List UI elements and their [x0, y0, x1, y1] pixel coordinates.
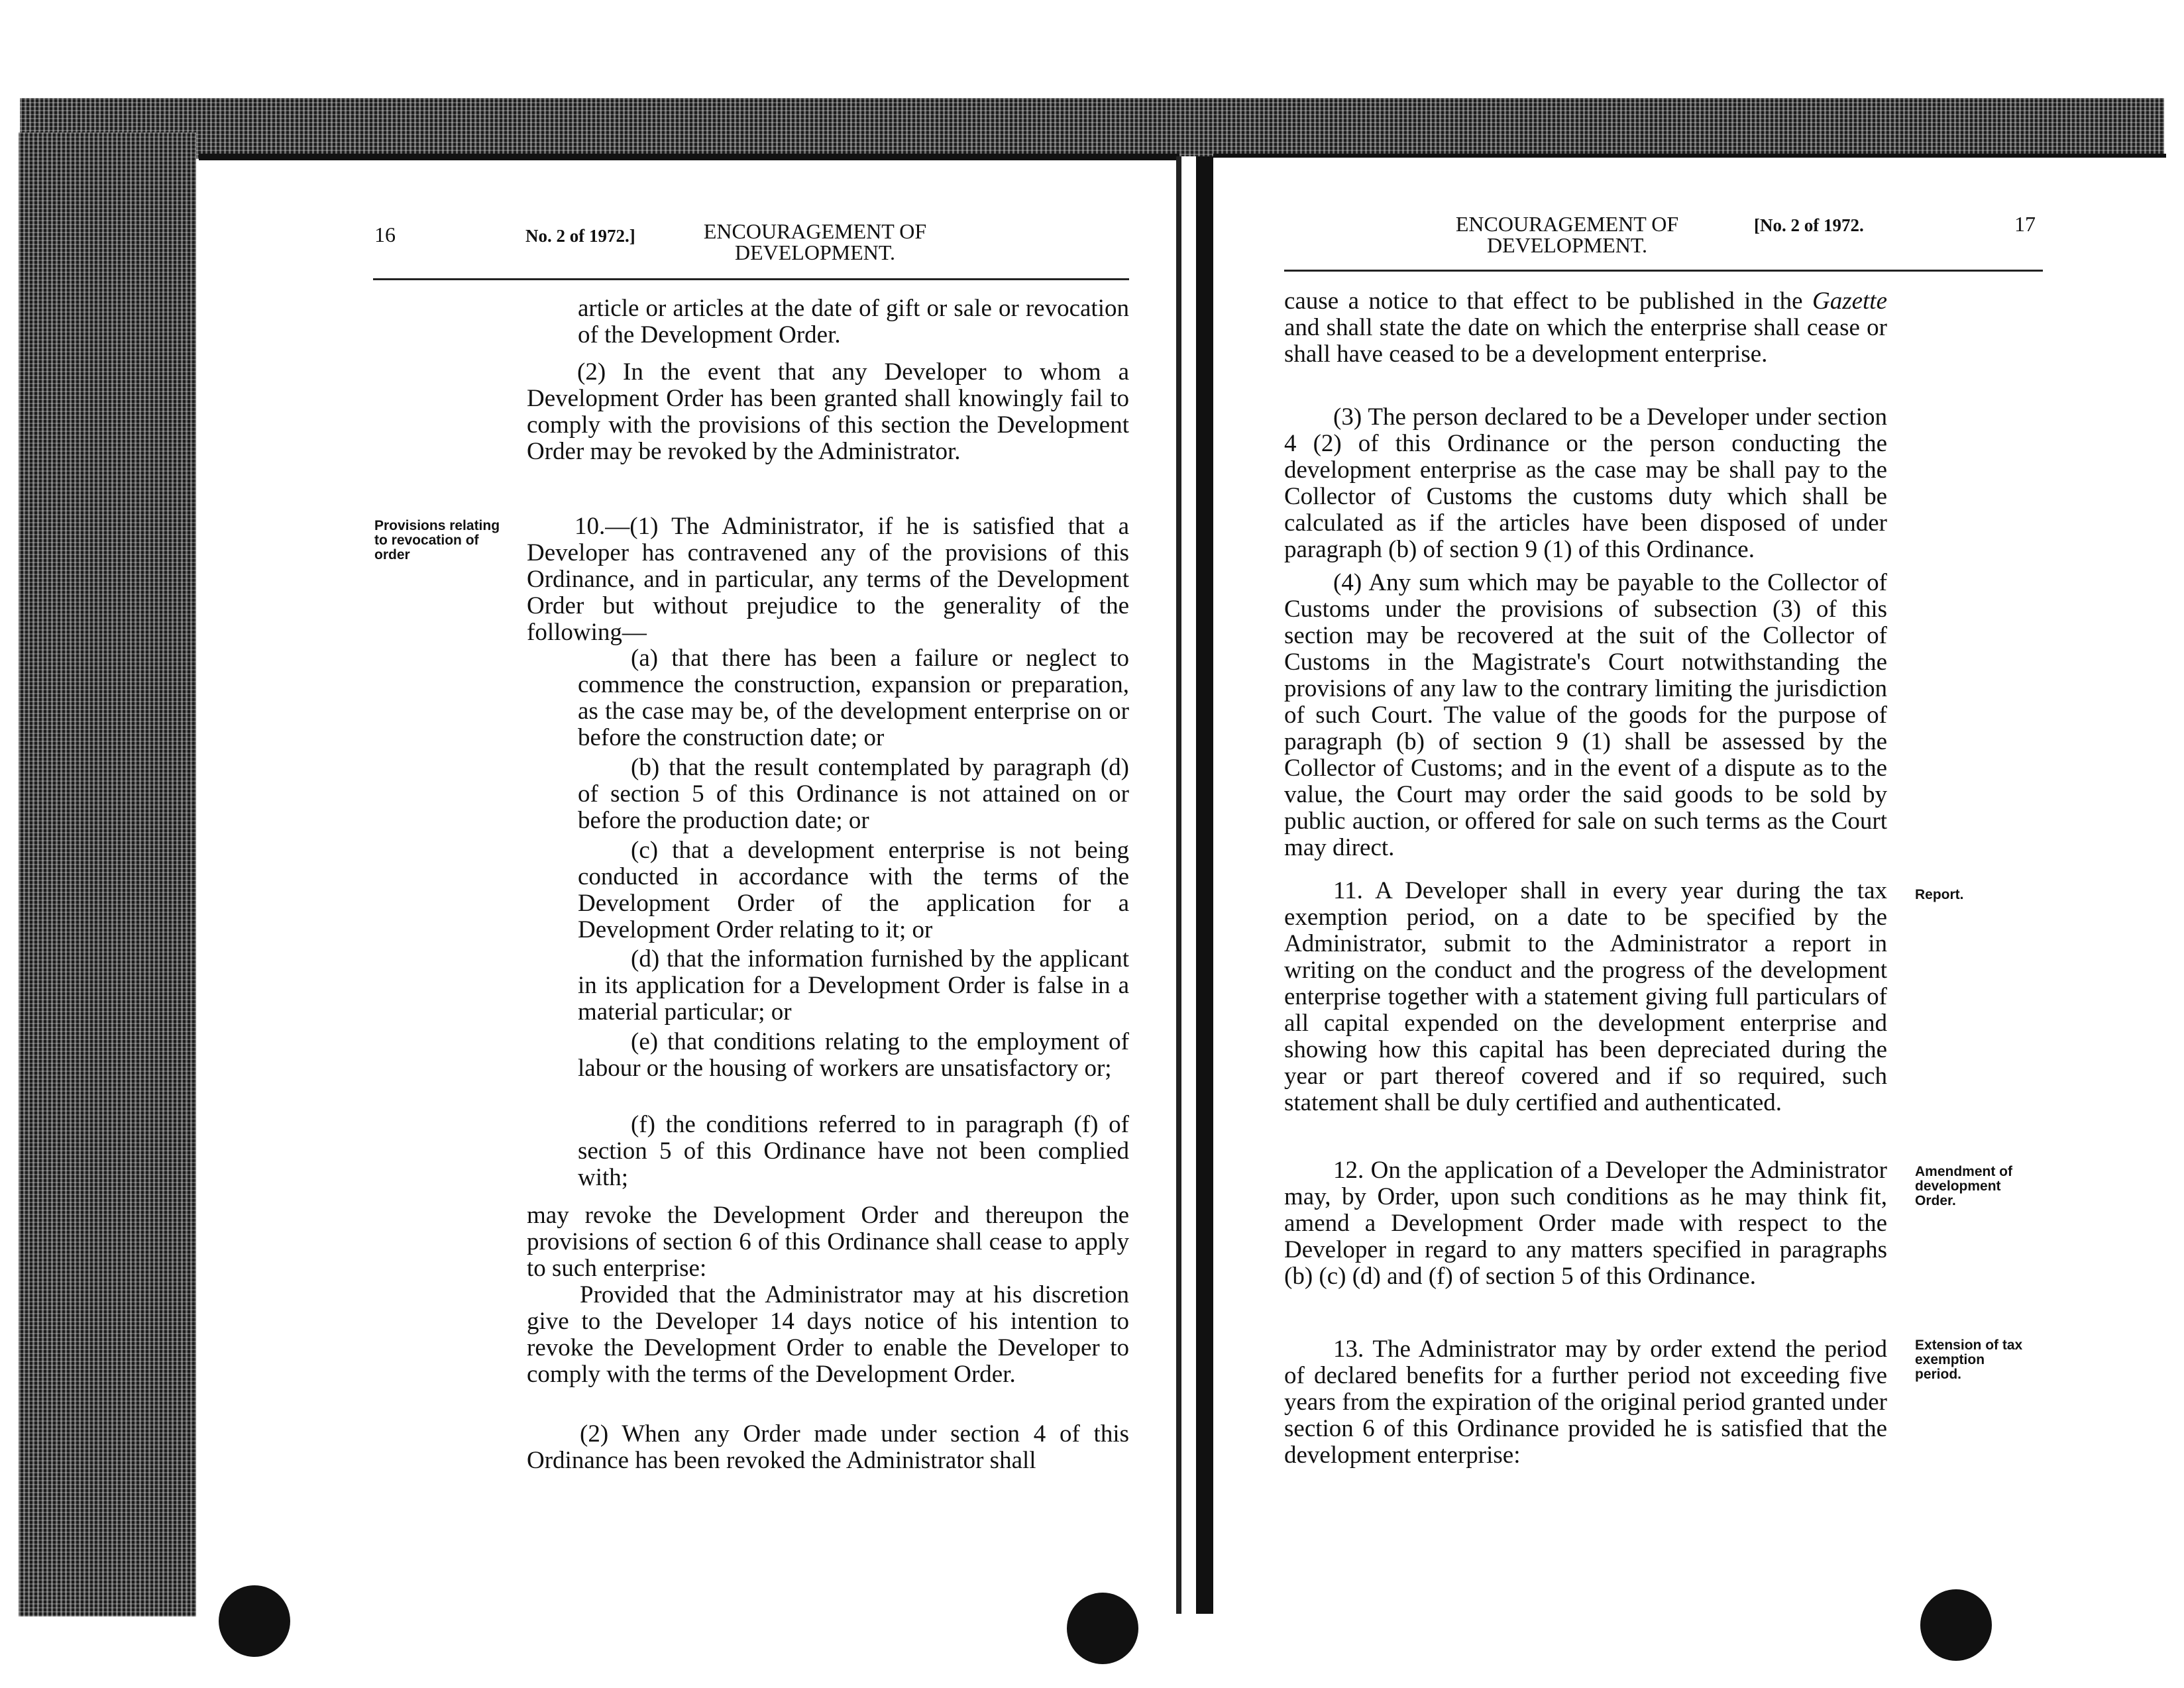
right-header-title-line2: DEVELOPMENT. [1486, 233, 1648, 257]
margin-note-revocation: Provisions relating to revocation of order [374, 518, 500, 562]
right-header-ref: [No. 2 of 1972. [1754, 215, 1864, 235]
scan-left-binding [19, 132, 196, 1616]
paragraph-item-d: (d) that the information furnished by the applicant in its application for a Development Order is false in a material particular; or [578, 945, 1129, 1026]
right-header-title [1441, 213, 1693, 256]
paragraph-section-11: 11. A Developer shall in every year during the tax exemption period, on a date to be specified by the Administrator, submit to the Administrator a report in writing on the conduct and the progress of the development enterprise together with a statement giving full particulars of all capital expended on the development enterprise and showing how this capital has been depreciated during the year or part thereof covered and if so required, such statement shall be duly certified and authenticated. [1284, 877, 1887, 1116]
gazette-italic: Gazette [1812, 288, 1887, 315]
left-header-title-line2: DEVELOPMENT. [734, 240, 896, 264]
paragraph-item-c: (c) that a development enterprise is not being conducted in accordance with the terms of the Development Order of the application for a Development Order relating to it; or [578, 837, 1129, 943]
left-header-ref: No. 2 of 1972.] [525, 226, 635, 246]
margin-note-report: Report. [1915, 887, 1964, 902]
paragraph: (2) In the event that any Developer to whom a Development Order has been granted shall knowingly fail to comply with the provisions of this section the Development Order may be revoked by the Administrator. [527, 358, 1129, 465]
margin-note-amendment: Amendment of development Order. [1915, 1164, 2012, 1208]
margin-note-extension: Extension of tax exemption period. [1915, 1338, 2023, 1382]
paragraph-gazette [1284, 288, 1887, 368]
paragraph-proviso: Provided that the Administrator may at his discretion give to the Developer 14 days notice of his intention to revoke the Development Order to enable the Developer to comply with the terms of the Development Order. [527, 1281, 1129, 1388]
punch-hole [219, 1585, 290, 1657]
punch-hole [1067, 1593, 1138, 1664]
paragraph-item-a: (a) that there has been a failure or neglect to commence the construction, expansion or preparation, as the case may be, of the development enterprise on or before the construction date; or [578, 645, 1129, 751]
scan-top-band [20, 98, 2164, 159]
paragraph-section-13: 13. The Administrator may by order extend the period of declared benefits for a further period not exceeding five years from the expiration of the original period granted under section 6 of this Ordinance provided he is satisfied that the development enterprise: [1284, 1336, 1887, 1469]
paragraph-subsection-4: (4) Any sum which may be payable to the Collector of Customs under the provisions of subsection (3) of this section may be recovered at the suit of the Collector of Customs in the Magistrate's Court notwithstanding the provisions of any law to the contrary limiting the jurisdiction of such Court. The value of the goods for the purpose of paragraph (b) of section 9 (1) shall be assessed by the Collector of Customs; and in the event of a dispute as to the value, the Court may order the said goods to be sold by public auction, or offered for sale on such terms as the Court may direct. [1284, 569, 1887, 861]
paragraph: may revoke the Development Order and thereupon the provisions of section 6 of this Ordinance shall cease to apply to such enterprise: [527, 1202, 1129, 1282]
right-header-rule [1284, 270, 2043, 272]
left-page-number: 16 [374, 223, 396, 246]
paragraph-item-e: (e) that conditions relating to the employment of labour or the housing of workers are unsatisfactory or; [578, 1028, 1129, 1082]
punch-hole [1920, 1589, 1992, 1661]
right-header-title-line1: ENCOURAGEMENT OF [1455, 212, 1679, 236]
paragraph-item-f: (f) the conditions referred to in paragraph (f) of section 5 of this Ordinance have not been complied with; [578, 1111, 1129, 1191]
center-gutter [1176, 156, 1213, 1614]
gazette-text-before: cause a notice to that effect to be published in the [1284, 288, 1803, 315]
right-page-number: 17 [2014, 212, 2036, 236]
paragraph-item-b: (b) that the result contemplated by paragraph (d) of section 5 of this Ordinance is not attained on or before the production date; or [578, 754, 1129, 834]
left-header-title-line1: ENCOURAGEMENT OF [703, 219, 927, 243]
paragraph-subsection-3: (3) The person declared to be a Developer under section 4 (2) of this Ordinance or the person conducting the development enterprise as the case may be shall pay to the Collector of Customs the customs duty which shall be calculated as if the articles have been disposed of under paragraph (b) of section 9 (1) of this Ordinance. [1284, 403, 1887, 563]
paragraph-section-12: 12. On the application of a Developer the Administrator may, by Order, upon such conditions as he may think fit, amend a Development Order made with respect to the Developer in regard to any matters specified in paragraphs (b) (c) (d) and (f) of section 5 of this Ordinance. [1284, 1157, 1887, 1290]
paragraph-section-10: 10.—(1) The Administrator, if he is satisfied that a Developer has contravened any of the provisions of this Ordinance, and in particular, any terms of the Development Order but without prejudice to the generality of the following— [527, 513, 1129, 646]
paragraph: article or articles at the date of gift or sale or revocation of the Development Order. [578, 295, 1129, 348]
paragraph: (2) When any Order made under section 4 of this Ordinance has been revoked the Administrator shall [527, 1420, 1129, 1474]
left-header-title [689, 221, 941, 263]
gazette-text-after: and shall state the date on which the enterprise shall cease or shall have ceased to be a development enterprise. [1284, 314, 1887, 368]
left-header-rule [373, 278, 1129, 280]
